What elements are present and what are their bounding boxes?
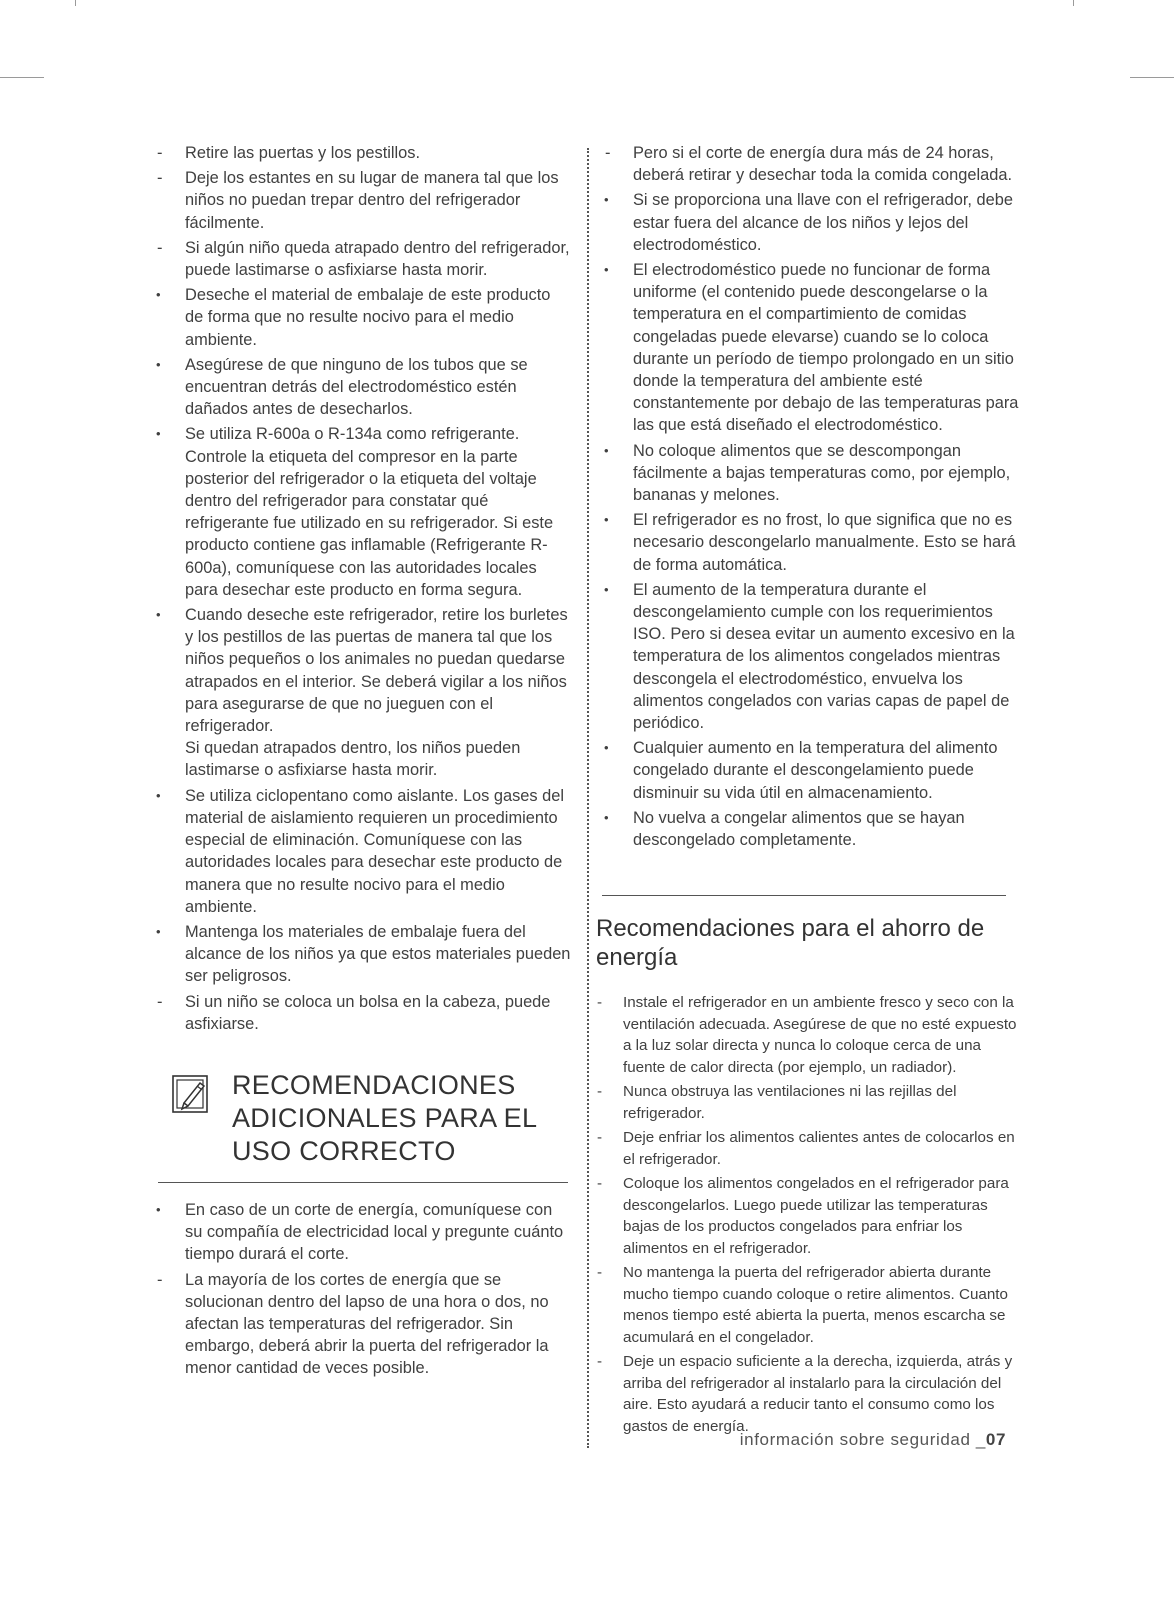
list-item-text: Si un niño se coloca un bolsa en la cabeza, puede asfixiarse. <box>185 992 551 1033</box>
list-item-text: No vuelva a congelar alimentos que se hayan descongelado completamente. <box>633 808 965 850</box>
list-item-text: El aumento de la temperatura durante el descongelamiento cumple con los requerimientos ISO. Pero si desea evitar un aumento excesivo en la temperatura de los alimentos congelados mientras descongela el electrodoméstico, envuelva los alimentos congelados con varias capas de papel de periódico. <box>633 580 1015 733</box>
bullet-marker: • <box>156 356 161 372</box>
bullet-marker: • <box>604 442 609 458</box>
dash-marker: - <box>157 1270 163 1289</box>
left-list-bottom <box>148 1199 573 1380</box>
list-item-text: Deje enfriar los alimentos calientes antes de colocarlos en el refrigerador. <box>623 1129 1015 1168</box>
right-list-bottom <box>596 992 1026 1437</box>
crop-mark-left <box>0 77 44 78</box>
list-item-text: Coloque los alimentos congelados en el refrigerador para descongelarlos. Luego puede utilizar las temperaturas bajas de los productos congelados para enfriar los alimentos en el refrigerador. <box>623 1175 1009 1257</box>
bullet-marker: • <box>156 426 161 442</box>
list-item-text: Instale el refrigerador en un ambiente fresco y seco con la ventilación adecuada. Asegúrese de que no esté expuesto a la luz solar directa y nunca lo coloque cerca de una fuente de calor directa (por ejemplo, un radiador). <box>623 994 1017 1076</box>
bullet-marker: • <box>156 923 161 939</box>
list-item-text: No coloque alimentos que se descompongan fácilmente a bajas temperaturas como, por ejemplo, bananas y melones. <box>633 441 1011 505</box>
note-pencil-icon <box>170 1073 212 1115</box>
list-item <box>596 509 1026 576</box>
dash-marker: - <box>605 144 611 162</box>
bullet-marker: • <box>604 512 609 528</box>
bullet-marker: • <box>156 1201 161 1217</box>
dash-marker: - <box>157 992 163 1011</box>
crop-tick-right <box>1073 0 1074 6</box>
bullet-marker: • <box>156 787 161 803</box>
section-rule <box>602 895 1006 896</box>
list-item-text: Deseche el material de embalaje de este producto de forma que no resulte nocivo para el medio ambiente. <box>185 286 551 349</box>
list-item <box>148 423 573 601</box>
left-list-top <box>148 142 573 1035</box>
list-item-text: El electrodoméstico puede no funcionar de forma uniforme (el contenido puede descongelarse o la temperatura en el compartimiento de comidas congeladas puede elevarse) cuando se lo coloca durante un período de tiempo prolongado en un sitio donde la temperatura del ambiente esté constantemente por debajo de las temperaturas para las que está diseñado el electrodoméstico. <box>633 261 1019 435</box>
list-item <box>148 354 573 421</box>
list-item <box>148 284 573 351</box>
bullet-marker: • <box>604 581 609 597</box>
list-item-text: Pero si el corte de energía dura más de 24 horas, deberá retirar y desechar toda la comida congelada. <box>633 144 1013 185</box>
bullet-marker: • <box>604 740 609 756</box>
section-heading: Recomendaciones para el ahorro de energía <box>596 915 985 972</box>
list-item-text: Deje los estantes en su lugar de manera tal que los niños no puedan trepar dentro del refrigerador fácilmente. <box>185 169 559 232</box>
list-item <box>596 1351 1026 1437</box>
page-footer <box>740 1430 1006 1450</box>
bullet-marker: • <box>604 192 609 208</box>
crop-tick-left <box>75 0 76 6</box>
dash-marker: - <box>157 169 163 188</box>
crop-mark-right <box>1130 77 1174 78</box>
list-item <box>148 921 573 988</box>
list-item <box>148 785 573 918</box>
right-column <box>596 142 1026 1440</box>
dash-marker: - <box>157 238 163 257</box>
list-item <box>148 1269 573 1380</box>
list-item-text: Nunca obstruya las ventilaciones ni las rejillas del refrigerador. <box>623 1083 957 1122</box>
list-item <box>596 440 1026 507</box>
dash-marker: - <box>157 144 163 162</box>
list-item-text: Retire las puertas y los pestillos. <box>185 144 421 162</box>
list-item-text: La mayoría de los cortes de energía que se solucionan dentro del lapso de una hora o dos, no afectan las temperaturas del refrigerador. Sin embargo, deberá abrir la puerta del refrigerador la menor cantidad de veces posible. <box>185 1270 549 1378</box>
list-item <box>596 1081 1026 1124</box>
bullet-marker: • <box>156 607 161 623</box>
dash-marker: - <box>597 1264 603 1282</box>
list-item <box>596 807 1026 851</box>
note-title: RECOMENDACIONES ADICIONALES PARA EL USO CORRECTO <box>232 1069 537 1166</box>
list-item-text: Mantenga los materiales de embalaje fuera del alcance de los niños ya que estos materiales pueden ser peligrosos. <box>185 922 571 986</box>
list-item <box>596 1262 1026 1348</box>
list-item-text: Cuando deseche este refrigerador, retire los burletes y los pestillos de las puertas de manera tal que los niños pequeños o los animales no puedan quedarse atrapados en el interior. Se deberá vigilar a los niños para asegurarse de que no jueguen con el refrigerador. Si quedan atrapados dentro, los niños pueden lastimarse o asfixiarse hasta morir. <box>185 606 568 780</box>
list-item-text: Cualquier aumento en la temperatura del alimento congelado durante el descongelamiento puede disminuir su vida útil en almacenamiento. <box>633 739 998 802</box>
list-item <box>596 1127 1026 1170</box>
list-item <box>148 991 573 1035</box>
list-item-text: El refrigerador es no frost, lo que significa que no es necesario descongelarlo manualmente. Esto se hará de forma automática. <box>633 511 1016 574</box>
list-item <box>596 579 1026 734</box>
list-item <box>596 1173 1026 1259</box>
right-list-top <box>596 142 1026 851</box>
list-item <box>596 737 1026 804</box>
list-item-text: En caso de un corte de energía, comuníquese con su compañía de electricidad local y pregunte cuánto tiempo durará el corte. <box>185 1200 564 1264</box>
list-item <box>596 259 1026 437</box>
list-item-text: Deje un espacio suficiente a la derecha, izquierda, atrás y arriba del refrigerador al instalarlo para la circulación del aire. Esto ayudará a reducir tanto el consumo como los gastos de energía. <box>623 1353 1013 1435</box>
dash-marker: - <box>597 1083 603 1101</box>
list-item <box>148 1199 573 1266</box>
note-rule <box>158 1182 568 1183</box>
note-block <box>148 1069 573 1183</box>
footer-section-label: información sobre seguridad _ <box>739 1430 986 1449</box>
page-number: 07 <box>985 1430 1006 1449</box>
list-item <box>148 604 573 782</box>
list-item-text: Se utiliza ciclopentano como aislante. Los gases del material de aislamiento requieren un procedimiento especial de eliminación. Comuníquese con las autoridades locales para desechar este producto de manera que no resulte nocivo para el medio ambiente. <box>185 786 565 916</box>
list-item <box>596 189 1026 256</box>
bullet-marker: • <box>156 287 161 303</box>
dash-marker: - <box>597 994 603 1012</box>
left-column <box>148 142 573 1383</box>
list-item-text: Si se proporciona una llave con el refrigerador, debe estar fuera del alcance de los niños y lejos del electrodoméstico. <box>633 191 1013 254</box>
list-item-text: No mantenga la puerta del refrigerador abierta durante mucho tiempo cuando coloque o retire alimentos. Cuanto menos tiempo esté abierta la puerta, menos escarcha se acumulará en el congelador. <box>623 1264 1008 1346</box>
list-item-text: Asegúrese de que ninguno de los tubos que se encuentran detrás del electrodoméstico estén dañados antes de desecharlos. <box>185 355 528 419</box>
bullet-marker: • <box>604 809 609 825</box>
column-divider <box>587 148 589 1448</box>
list-item-text: Si algún niño queda atrapado dentro del refrigerador, puede lastimarse o asfixiarse hasta morir. <box>185 238 570 280</box>
list-item <box>148 167 573 234</box>
list-item <box>148 237 573 281</box>
list-item-text: Se utiliza R-600a o R-134a como refrigerante. Controle la etiqueta del compresor en la parte posterior del refrigerador o la etiqueta del voltaje dentro del refrigerador para constatar qué refrigerante fue utilizado en su refrigerador. Si este producto contiene gas inflamable (Refrigerante R-600a), comuníquese con las autoridades locales para desechar este producto en forma segura. <box>185 425 554 599</box>
list-item <box>148 142 573 164</box>
bullet-marker: • <box>604 262 609 278</box>
list-item <box>596 992 1026 1078</box>
dash-marker: - <box>597 1129 603 1147</box>
dash-marker: - <box>597 1353 603 1371</box>
list-item <box>596 142 1026 186</box>
dash-marker: - <box>597 1175 603 1193</box>
